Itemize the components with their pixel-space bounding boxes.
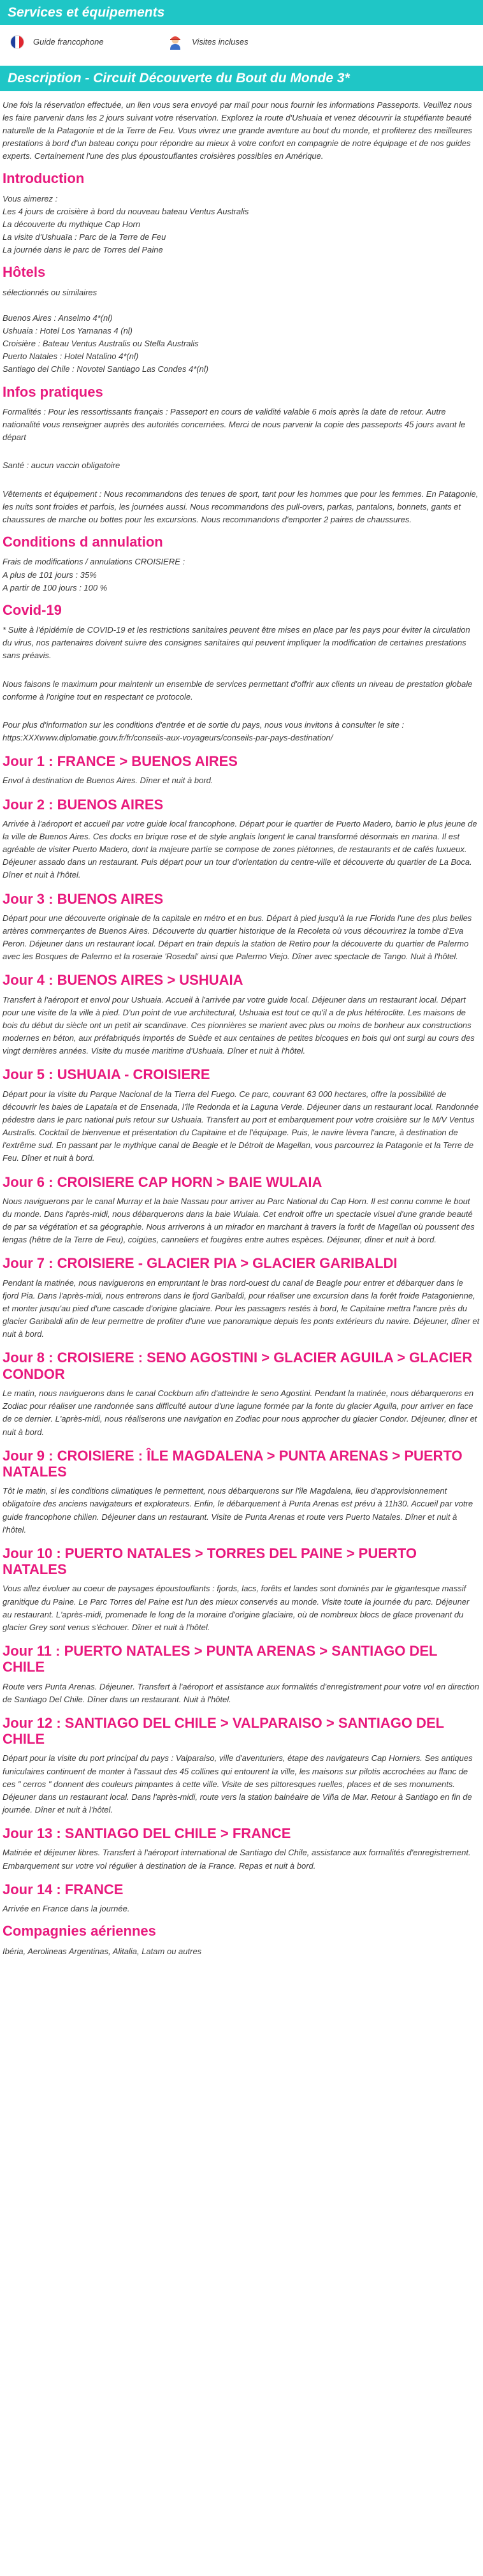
day-text: Matinée et déjeuner libres. Transfert à l'aéroport international de Santiago del Chile, assistance aux formalités d'enregistrement. Embarquement sur votre vol régulier à destination de la France. Repas et nuit à bord. xyxy=(3,1848,471,1871)
day-heading: Jour 10 : PUERTO NATALES > TORRES DEL PAINE > PUERTO NATALES xyxy=(3,1545,417,1578)
airlines-heading: Compagnies aériennes xyxy=(3,1923,156,1939)
description-content xyxy=(0,91,483,1958)
hotel-line: Santiago del Chile : Novotel Santiago Las Condes 4*(nl) xyxy=(3,364,209,374)
day-text: Arrivée à l'aéroport et accueil par votre guide local francophone. Départ pour le quartier de Puerto Madero, barrio le plus jeune de la ville de Buenos Aires. Ces docks en brique rose et de style anglais longent le canal transformé désormais en marina. Il est agréable de visiter Puerto Madero, dont la majeure partie se compose de zones piétonnes, de restaurants et de cafés luxueux. Déjeuner assado dans un restaurant. Puis départ pour un tour d'orientation du centre-ville et découverte du quartier de La Boca. Dîner et nuit à l'hôtel. xyxy=(3,818,477,880)
day-heading: Jour 14 : FRANCE xyxy=(3,1881,124,1897)
practical-clothing: Vêtements et équipement : Nous recommandons des tenues de sport, tant pour les hommes que pour les femmes. En Patagonie, les nuits sont froides et parfois, les journées aussi. Nous recommandons des pull-overs, parkas, pantalons, bonnets, gants et chaussures de marche ou bottes pour les excursions. Nous recommandons d'emporter 2 paires de chaussures. xyxy=(3,489,479,524)
day-text: Départ pour une découverte originale de la capitale en métro et en bus. Départ à pied jusqu'à la rue Florida l'une des plus belles artères commerçantes de Buenos Aires. Découverte du quartier historique de la Recoleta où vous découvrirez la tombe d'Eva Peron. Déjeuner dans un restaurant local. Départ en train depuis la station de Retiro pour la découverte du quartier de Palermo avec les Bosques de Palermo et la roseraie 'Rosedal' ainsi que Palermo Viejo. Dîner avec spectacle de Tango. Nuit à l'hôtel. xyxy=(3,913,472,962)
day-heading: Jour 1 : FRANCE > BUENOS AIRES xyxy=(3,753,238,770)
day-heading: Jour 2 : BUENOS AIRES xyxy=(3,796,164,813)
guide-person-icon xyxy=(166,34,184,50)
visits-service xyxy=(166,34,322,50)
hotel-line: Puerto Natales : Hotel Natalino 4*(nl) xyxy=(3,351,139,362)
day-heading: Jour 3 : BUENOS AIRES xyxy=(3,890,164,907)
hotel-line: Buenos Aires : Anselmo 4*(nl) xyxy=(3,313,113,323)
intro-line: Les 4 jours de croisière à bord du nouveau bateau Ventus Australis xyxy=(3,206,249,216)
day-heading: Jour 8 : CROISIERE : SENO AGOSTINI > GLACIER AGUILA > GLACIER CONDOR xyxy=(3,1350,473,1382)
guide-service xyxy=(10,35,166,49)
hotel-line: Ushuaia : Hotel Los Yamanas 4 (nl) xyxy=(3,326,133,336)
practical-health: Santé : aucun vaccin obligatoire xyxy=(3,460,120,471)
services-row xyxy=(0,25,483,66)
cancellation-list xyxy=(3,556,480,594)
covid-paragraph: * Suite à l'épidémie de COVID-19 et les restrictions sanitaires peuvent être mises en place par les pays pour éviter la circulation du virus, nos partenaires doivent suivre des consignes sanitaires qui peuvent impliquer la modification de certaines prestations sans préavis. xyxy=(3,625,470,661)
day-text: Pendant la matinée, nous naviguerons en empruntant le bras nord-ouest du canal de Beagle pour entrer et débarquer dans le fjord Pia. Dans l'après-midi, nous entrerons dans le fjord Garibaldi, pour réaliser une excursion dans la forêt froide Patagonienne, et monter jusqu'au pied d'une cascade d'origine glaciaire. Pour les passagers restés à bord, le Capitaine mettra l'ancre près du glacier Garibaldi afin de leur permettre de profiter d'une vue panoramique depuis les ponts extérieurs du navire. Déjeuner, dîner et nuit à bord. xyxy=(3,1277,480,1339)
day-heading: Jour 4 : BUENOS AIRES > USHUAIA xyxy=(3,972,243,989)
intro-line: La journée dans le parc de Torres del Paine xyxy=(3,245,163,255)
day-text: Vous allez évoluer au coeur de paysages époustouflants : fjords, lacs, forêts et landes sont dominés par le gigantesque massif granitique du Paine. Le Parc Torres del Paine est l'un des mieux conservés au monde. Visite toute la journée du parc. Déjeuner au restaurant. L'après-midi, promenade le long de la moraine d'origine glaciaire, où de nombreux blocs de glace provenant du glacier Grey sont venus s'échouer. Dîner et nuit à l'hôtel. xyxy=(3,1584,470,1632)
introduction-heading: Introduction xyxy=(3,170,85,187)
guide-label: Guide francophone xyxy=(33,37,104,47)
day-text: Envol à destination de Buenos Aires. Dîner et nuit à bord. xyxy=(3,776,213,786)
covid-paragraph: Nous faisons le maximum pour maintenir un ensemble de services permettant d'offrir aux clients un niveau de prestation globale conforme à l'origine tout en respectant ce protocole. xyxy=(3,679,473,702)
covid-heading: Covid-19 xyxy=(3,601,62,618)
cancellation-line: A partir de 100 jours : 100 % xyxy=(3,582,108,592)
intro-line: La visite d'Ushuaïa : Parc de la Terre de Feu xyxy=(3,232,166,242)
hotels-list xyxy=(3,286,480,376)
services-banner: Services et équipements xyxy=(0,0,483,25)
day-heading: Jour 5 : USHUAIA - CROISIERE xyxy=(3,1066,210,1083)
intro-line: La découverte du mythique Cap Horn xyxy=(3,219,141,229)
day-heading: Jour 7 : CROISIERE - GLACIER PIA > GLACIER GARIBALDI xyxy=(3,1255,398,1272)
cancellation-line: Frais de modifications / annulations CROISIERE : xyxy=(3,557,185,567)
visits-label: Visites incluses xyxy=(192,37,249,47)
hotel-line: sélectionnés ou similaires xyxy=(3,287,97,297)
day-text: Le matin, nous naviguerons dans le canal Cockburn afin d'atteindre le seno Agostini. Pendant la matinée, nous débarquerons en Zodiac pour réaliser une randonnée sans difficulté autour d'une lagune formée par la fonte du glacier Aguila, pour arriver en face de ce dernier. L'après-midi, nous réaliserons une navigation en Zodiac pour nous approcher du glacier Condor. Déjeuner, dîner et nuit à bord. xyxy=(3,1388,477,1437)
intro-line: Vous aimerez : xyxy=(3,193,58,203)
day-text: Nous naviguerons par le canal Murray et la baie Nassau pour arriver au Parc National du Cap Horn. Il est connu comme le bout du monde. Dans l'après-midi, nous débarquerons dans la baie Wulaia. Cet endroit offre un spectacle visuel d'une grande beauté de par sa végétation et sa géographie. Nous arriverons à un mirador en marchant à travers la forêt de Magellan où poussent des lengas (hêtre de la Terre de Feu), coigües, canneliers et fougères entre autres espèces. Déjeuner, dîner et nuit à bord. xyxy=(3,1196,475,1245)
covid-paragraph: Pour plus d'information sur les conditions d'entrée et de sortie du pays, nous vous invitons à consulter le site : https:XXXwww.diplomatie.gouv.fr/fr/conseils-aux-voyageurs/conseils-par-pays-destination/ xyxy=(3,719,405,743)
day-text: Route vers Punta Arenas. Déjeuner. Transfert à l'aéroport et assistance aux formalités d'enregistrement pour votre vol en direction de Santiago Del Chile. Dîner dans un restaurant. Nuit à l'hôtel. xyxy=(3,1681,480,1704)
day-text: Départ pour la visite du Parque Nacional de la Tierra del Fuego. Ce parc, couvrant 63 000 hectares, offre la possibilité de découvrir les baies de Lapataia et de Ensenada, l'île Redonda et la Laguna Verde. Déjeuner dans un restaurant local. Randonnée pédestre dans le parc national puis retour sur Ushuaia. Transfert au port et embarquement pour votre croisière sur le M/V Ventus Australis. Cocktail de bienvenue et présentation du Capitaine et de l'équipage. Puis, le navire lèvera l'ancre, à destination de l'extrême sud. En passant par le mythique canal de Beagle et le Détroit de Magellan, vous parcourrez la Patagonie et la Terre de Feu. Dîner et nuit à bord. xyxy=(3,1089,479,1163)
practical-formalities: Formalités : Pour les ressortissants français : Passeport en cours de validité valable 6 mois après la date de retour. Autre nationalité vous renseigner auprès des autorités concernées. Merci de nous parvenir la copie des passeports 45 jours avant le départ xyxy=(3,407,466,443)
french-flag-icon xyxy=(10,35,24,49)
hotel-line xyxy=(3,299,480,312)
airlines-text: Ibéria, Aerolineas Argentinas, Alitalia, Latam ou autres xyxy=(3,1946,202,1956)
day-heading: Jour 12 : SANTIAGO DEL CHILE > VALPARAISO > SANTIAGO DEL CHILE xyxy=(3,1714,444,1748)
description-intro: Une fois la réservation effectuée, un lien vous sera envoyé par mail pour nous fournir les informations Passeports. Veuillez nous les faire parvenir dans les 2 jours suivant votre réservation. Explorez la route d'Ushuaia et venez découvrir la stupéfiante beauté naturelle de la Patagonie et de la Terre de Feu. Vous vivrez une grande aventure au bout du monde, et profiterez des meilleures prestations à bord d'un bateau conçu pour répondre au mieux à votre confort en compagnie de notre équipage et de nos guides experts. Certainement l'une des plus époustouflantes croisières possibles en Amérique. xyxy=(3,99,472,161)
cancellation-line: A plus de 101 jours : 35% xyxy=(3,570,97,580)
day-text: Départ pour la visite du port principal du pays : Valparaiso, ville d'aventuriers, étape des navigateurs Cap Horniers. Ses antiques funiculaires continuent de monter à l'assaut des 45 collines qui entourent la ville, les maisons sur pilotis accrochées au flanc de ces " cerros " donnent des couleurs pimpantes à cette ville. Visite de ses pittoresques ruelles, places et de ses monuments. Déjeuner dans un restaurant local. Dans l'après-midi, route vers la station balnéaire de Viña de Mar. Retour à Santiago en fin de journée. Dîner et nuit à l'hôtel. xyxy=(3,1753,473,1814)
day-text: Transfert à l'aéroport et envol pour Ushuaia. Accueil à l'arrivée par votre guide local. Déjeuner dans un restaurant local. Départ pour une visite de la ville à pied. D'un point de vue architectural, Ushuaia est tout ce qu'il a de plus hétéroclite. Les maisons de bois du début du siècle ont un petit air scandinave. Ces pionnières se marient avec plus ou moins de bonheur aux constructions modernes en béton, aux préfabriqués importés de Suède et aux centaines de petites bicoques en bois qui ont surgi au cours des vingt dernières années. Visite du musée maritime d'Ushuaia. Dîner et nuit à l'hôtel. xyxy=(3,994,475,1056)
practical-heading: Infos pratiques xyxy=(3,383,103,400)
day-text: Arrivée en France dans la journée. xyxy=(3,1904,130,1913)
hotels-heading: Hôtels xyxy=(3,264,46,281)
day-heading: Jour 13 : SANTIAGO DEL CHILE > FRANCE xyxy=(3,1825,291,1842)
day-heading: Jour 6 : CROISIERE CAP HORN > BAIE WULAIA xyxy=(3,1174,322,1190)
day-heading: Jour 11 : PUERTO NATALES > PUNTA ARENAS > SANTIAGO DEL CHILE xyxy=(3,1642,438,1675)
cancellation-heading: Conditions d annulation xyxy=(3,534,163,550)
introduction-list xyxy=(3,193,480,257)
description-banner: Description - Circuit Découverte du Bout du Monde 3* xyxy=(0,66,483,91)
day-heading: Jour 9 : CROISIERE : ÎLE MAGDALENA > PUNTA ARENAS > PUERTO NATALES xyxy=(3,1447,463,1480)
day-text: Tôt le matin, si les conditions climatiques le permettent, nous débarquerons sur l'île Magdalena, lieu d'approvisionnement obligatoire des anciens navigateurs et explorateurs. Enfin, le débarquement à Punta Arenas est prévu à 11h30. Accueil par votre guide francophone chilien. Déjeuner dans un restaurant. Visite de Punta Arenas et route vers Puerto Natales. Dîner et nuit à l'hôtel. xyxy=(3,1486,473,1535)
hotel-line: Croisière : Bateau Ventus Australis ou Stella Australis xyxy=(3,339,199,349)
